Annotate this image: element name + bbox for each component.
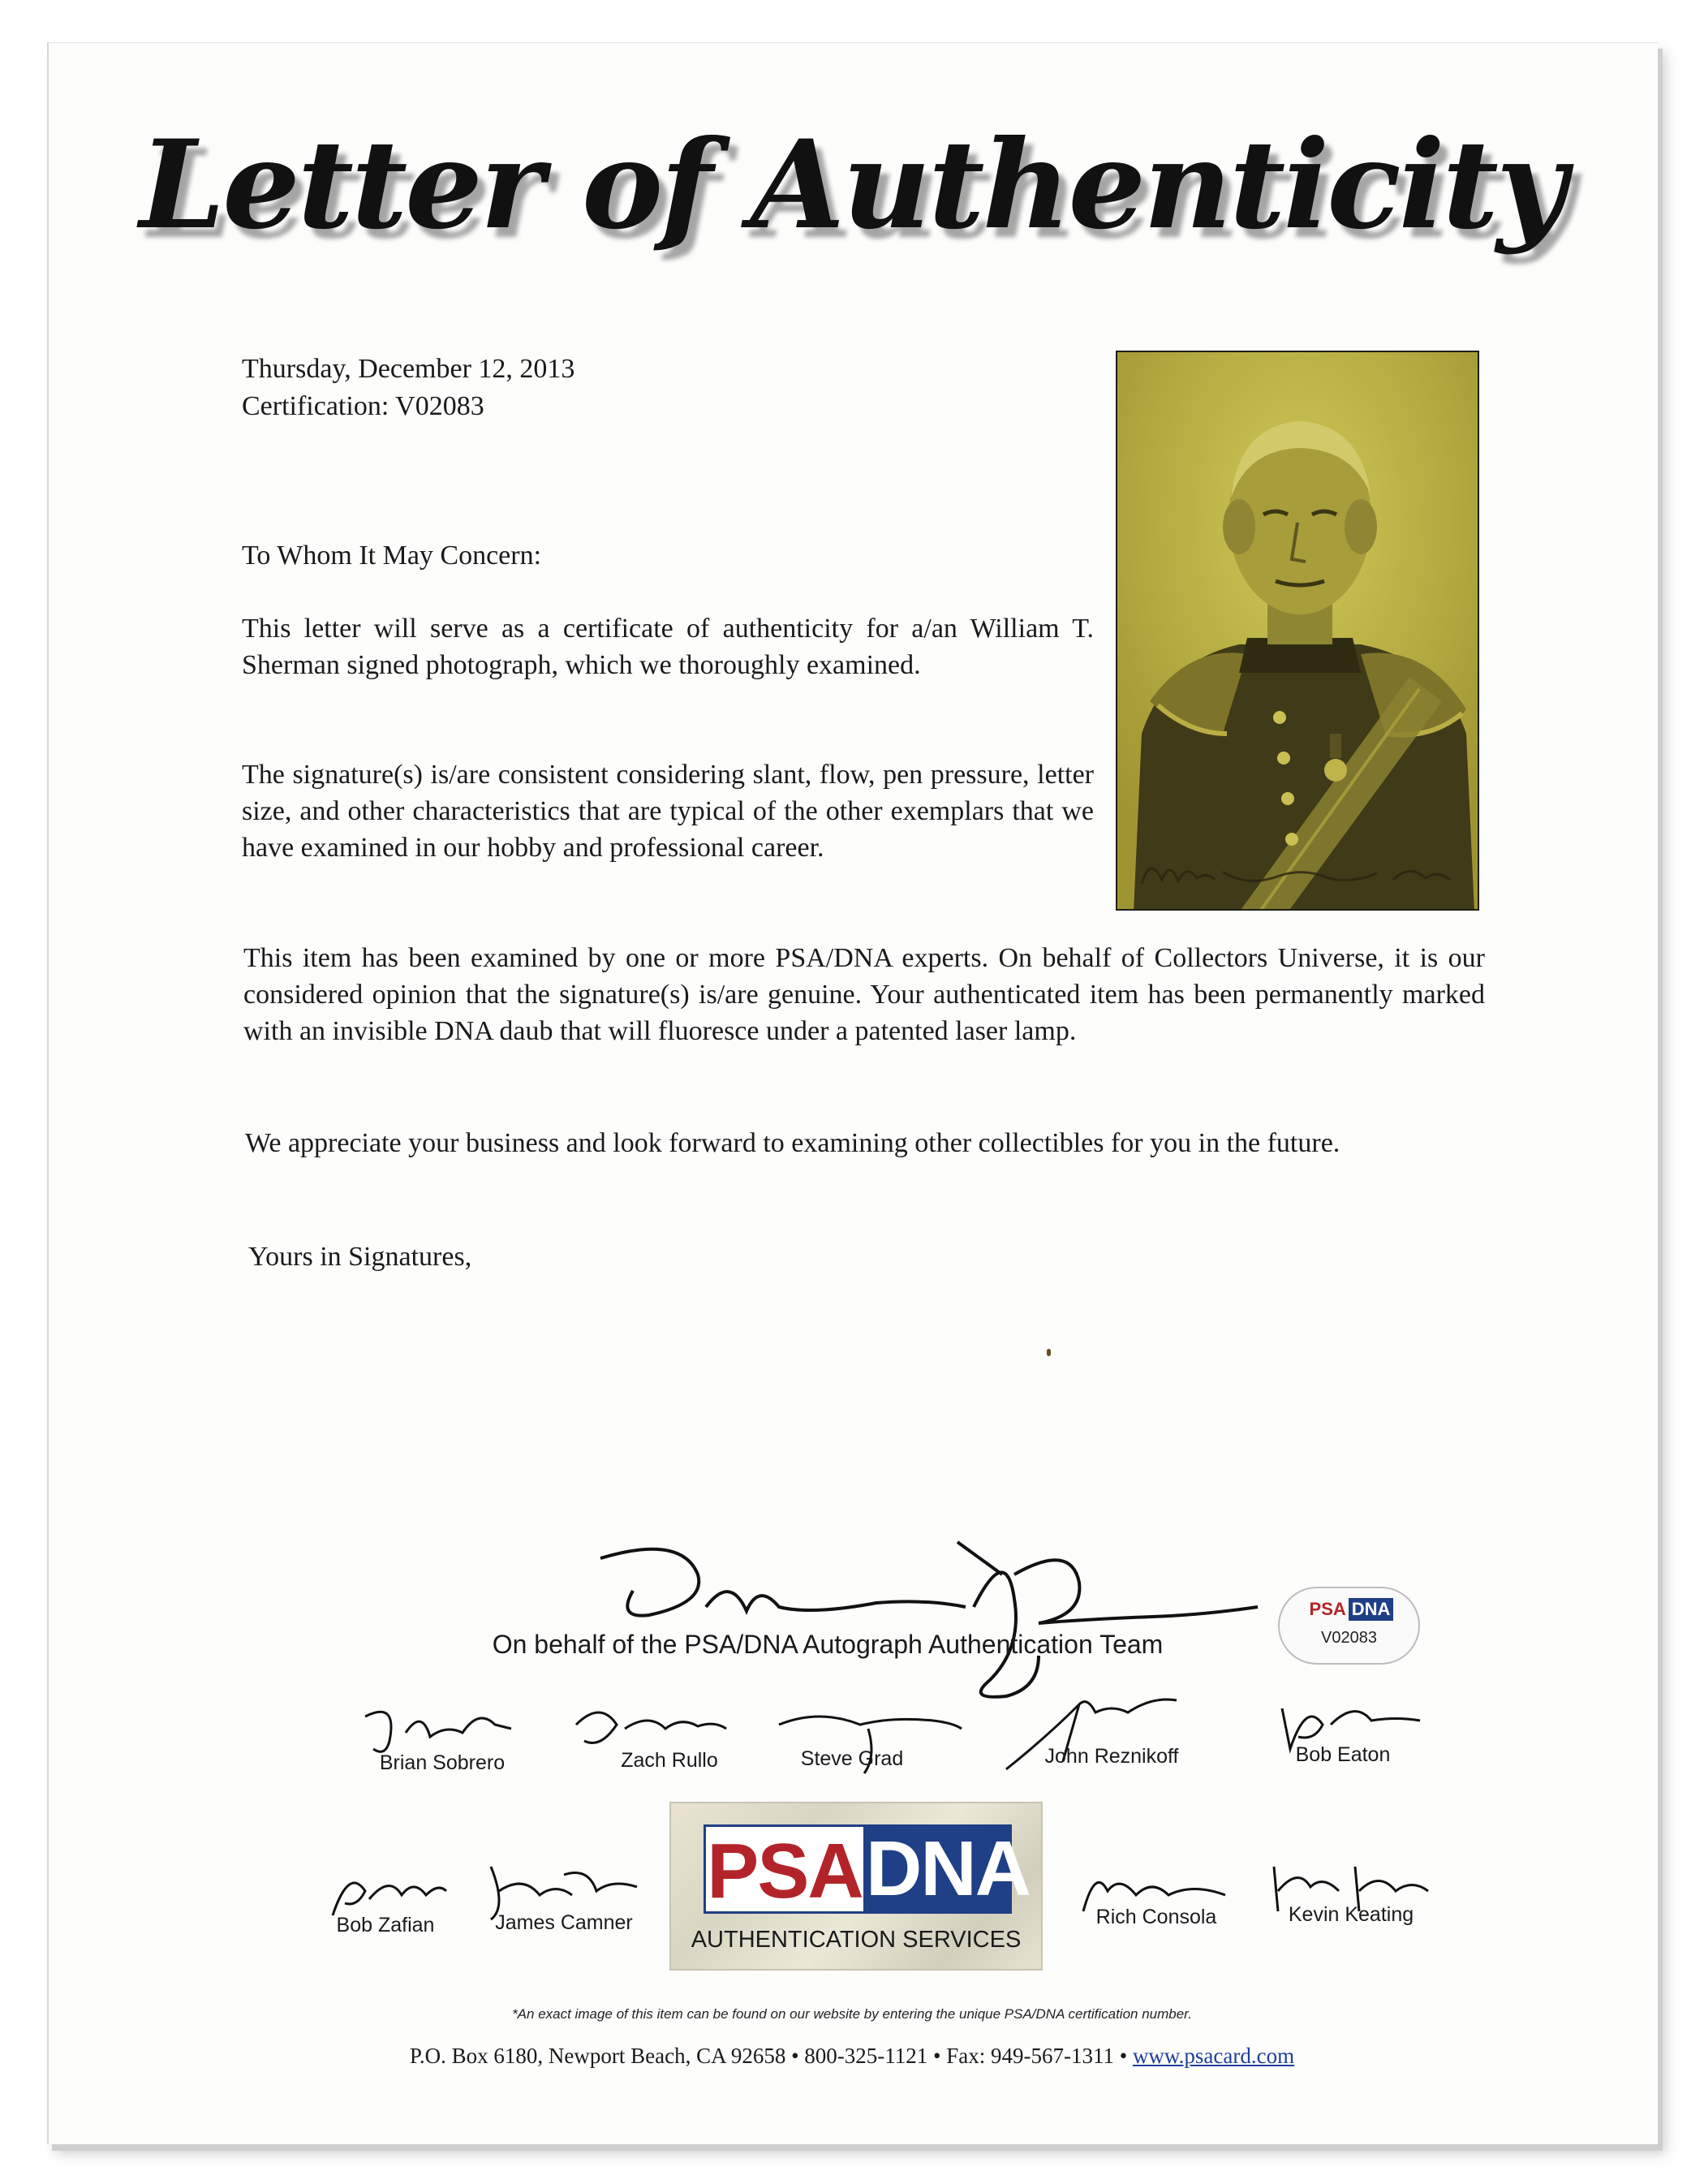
dna-text: DNA xyxy=(866,1825,1030,1912)
psa-text: PSA xyxy=(1309,1599,1346,1619)
paragraph-appreciation: We appreciate your business and look forward to examining other collectibles for you in the future. xyxy=(245,1128,1340,1158)
footnote: *An exact image of this item can be found on our website by entering the unique PSA/DNA certification number. xyxy=(512,2006,1192,2022)
signer-name: Kevin Keating xyxy=(1288,1903,1414,1926)
letter-date: Thursday, December 12, 2013 xyxy=(242,354,575,384)
psa-text: PSA xyxy=(704,1824,866,1914)
badge-subtitle: AUTHENTICATION SERVICES xyxy=(691,1927,1022,1953)
paragraph-certificate: This letter will serve as a certificate of authenticity for a/an William T. Sherman signed photograph, which we thoroughly examined. xyxy=(242,614,1094,680)
team-line: On behalf of the PSA/DNA Autograph Authentication Team xyxy=(492,1630,1164,1659)
website-link[interactable]: www.psacard.com xyxy=(1132,2044,1295,2068)
certification-number: Certification: V02083 xyxy=(242,391,484,421)
paper-speck xyxy=(1047,1349,1051,1356)
paragraph-opinion: This item has been examined by one or more PSA/DNA experts. On behalf of Collectors Universe, it is our considered opinion that the signature(s) is/are genuine. Your authenticated item has been permanently marked with an invisible DNA daub that will fluoresce under a patented laser lamp. xyxy=(243,943,1485,1046)
certification-sticker xyxy=(1278,1587,1420,1665)
letter-title: Letter of Authenticity xyxy=(139,114,1565,256)
signer-name: James Camner xyxy=(495,1911,633,1934)
psa-dna-logo-small xyxy=(1304,1598,1396,1621)
closing: Yours in Signatures, xyxy=(248,1242,472,1272)
portrait-illustration xyxy=(1117,352,1479,911)
signer-name: John Reznikoff xyxy=(1044,1745,1179,1768)
address-line xyxy=(0,2044,1704,2069)
greeting: To Whom It May Concern: xyxy=(242,541,542,571)
psa-dna-logo xyxy=(704,1824,1030,1915)
signer-name: Bob Eaton xyxy=(1295,1743,1391,1766)
address-text: P.O. Box 6180, Newport Beach, CA 92658 • 800-325-1121 • Fax: 949-567-1311 • xyxy=(409,2044,1128,2068)
signer-name: Steve Grad xyxy=(800,1747,904,1770)
signer-name: Rich Consola xyxy=(1095,1906,1217,1928)
authentication-badge xyxy=(669,1802,1043,1971)
dna-text: DNA xyxy=(1349,1598,1394,1621)
signer-name: Bob Zafian xyxy=(336,1914,435,1936)
sticker-code: V02083 xyxy=(1321,1629,1377,1647)
paragraph-consistency: The signature(s) is/are consistent considering slant, flow, pen pressure, letter size, and other characteristics that are typical of the other exemplars that we have examined in our hobby and professional career. xyxy=(242,760,1094,863)
signer-name: Zach Rullo xyxy=(621,1749,718,1772)
signed-photograph xyxy=(1116,351,1479,911)
signer-name: Brian Sobrero xyxy=(379,1751,506,1774)
